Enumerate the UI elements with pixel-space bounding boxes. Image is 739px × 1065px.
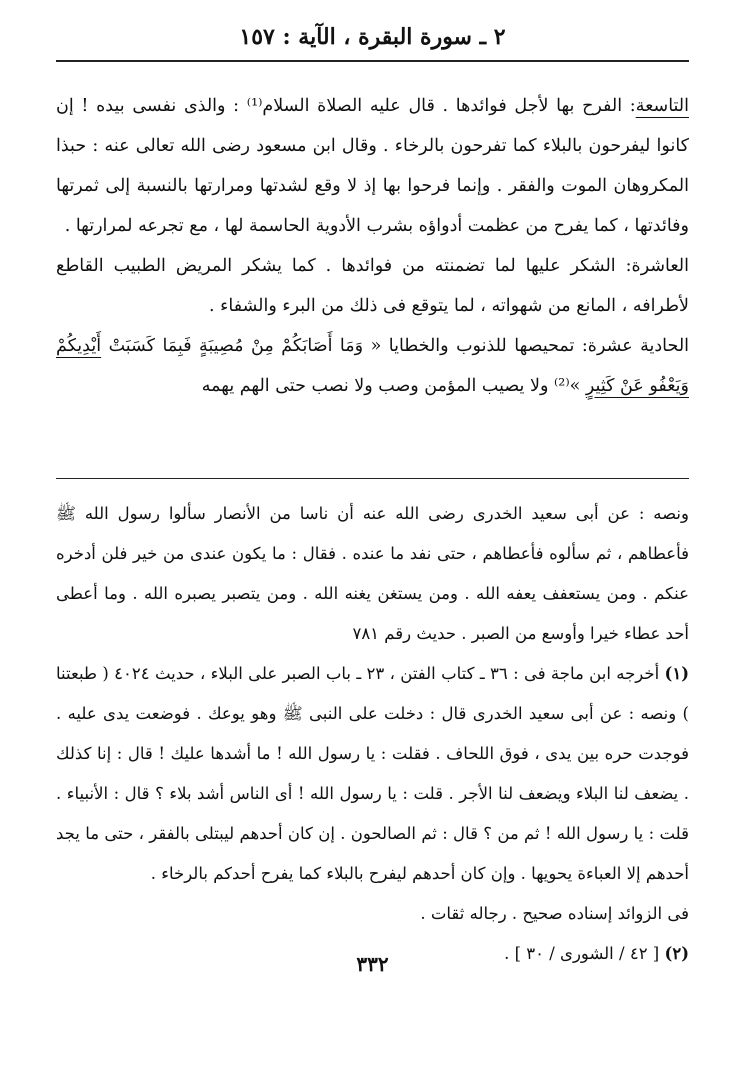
footnote-separator: [56, 478, 689, 479]
main-text: [56, 86, 689, 406]
paragraph-eleventh: [56, 326, 689, 406]
footnote-1: [56, 654, 689, 894]
footnote-continuation: ونصه : عن أبى سعيد الخدرى رضى الله عنه أن ناسا من الأنصار سألوا رسول الله ﷺ فأعطاهم ، ثم سألوه فأعطاهم ، حتى نفد ما عنده . فقال : ما يكون عندى من خير فلن أدخره عنكم . ومن يستعفف يعفه الله . ومن يستغن يغنه الله . ومن يتصبر يصبره الله . وما أعطى أحد عطاء خيرا وأوسع من الصبر . حديث رقم ٧٨١: [56, 504, 689, 643]
footnote-marker: (٢): [664, 944, 689, 963]
running-header: ٢ ـ سورة البقرة ، الآية : ١٥٧: [239, 24, 506, 50]
paragraph-label: التاسعة: [635, 96, 689, 116]
paragraph-label: الحادية عشرة: [587, 336, 690, 356]
footnote-1-zawaid: فى الزوائد إسناده صحيح . رجاله ثقات .: [420, 904, 689, 923]
footnote-text: أخرجه ابن ماجة فى : ٣٦ ـ كتاب الفتن ، ٢٣ ـ باب الصبر على البلاء ، حديث ٤٠٢٤ ( طبعتنا ) ونصه : عن أبى سعيد الخدرى قال : دخلت على النبى ﷺ وهو يوعك . فوضعت يدى عليه . فوجدت حره بين يدى ، فوق اللحاف . فقلت : يا رسول الله ! ما أشدها عليك ! قال : إنا كذلك . يضعف لنا البلاء ويضعف لنا الأجر . قلت : يا رسول الله ! أى الناس أشد بلاء ؟ قال : الأنبياء . قلت : يا رسول الله ! ثم من ؟ قال : ثم الصالحون . إن كان أحدهم ليبتلى بالفقر ، حتى ما يجد أحدهم إلا العباءة يحويها . وإن كان أحدهم ليفرح بالبلاء كما يفرح أحدكم بالرخاء .: [56, 664, 689, 883]
paragraph-text-end: »⁽²⁾ ولا يصيب المؤمن وصب ولا نصب حتى الهم يهمه: [201, 376, 586, 396]
footnotes: [56, 494, 689, 974]
paragraph-text: : الشكر عليها لما تضمنته من فوائدها . كما يشكر المريض الطبيب القاطع لأطرافه ، المانع من شهواته ، لما يتوقع فى ذلك من البرء والشفاء .: [56, 256, 689, 316]
footnote-marker: (١): [664, 664, 690, 683]
paragraph-ninth: [56, 86, 689, 246]
header-rule: [56, 60, 689, 62]
page-number: ٣٣٢: [356, 952, 389, 976]
quran-quote: أَيْدِيكُمْ وَيَعْفُو عَنْ كَثِيرٍ: [56, 336, 689, 396]
paragraph-label: العاشرة: [631, 256, 689, 276]
paragraph-text: : الفرح بها لأجل فوائدها . قال عليه الصلاة السلام⁽¹⁾ : والذى نفسى بيده ! إن كانوا ليفرحون بالبلاء كما تفرحون بالرخاء . وقال ابن مسعود رضى الله تعالى عنه : حبذا المكروهان الموت والفقر . وإنما فرحوا بها إذ لا وقع لشدتها ومرارتها بالنسبة إلى ثمرتها وفائدتها ، كما يفرح من عظمت أدواؤه بشرب الأدوية الحاسمة لها ، مع تجرعه لمرارتها .: [56, 96, 689, 236]
paragraph-tenth: [56, 246, 689, 326]
footnote-text: [ ٤٢ / الشورى / ٣٠ ] .: [504, 944, 660, 963]
paragraph-text: : تمحيصها للذنوب والخطايا « وَمَا أَصَابَكُمْ مِنْ مُصِيبَةٍ فَبِمَا كَسَبَتْ: [101, 336, 588, 356]
